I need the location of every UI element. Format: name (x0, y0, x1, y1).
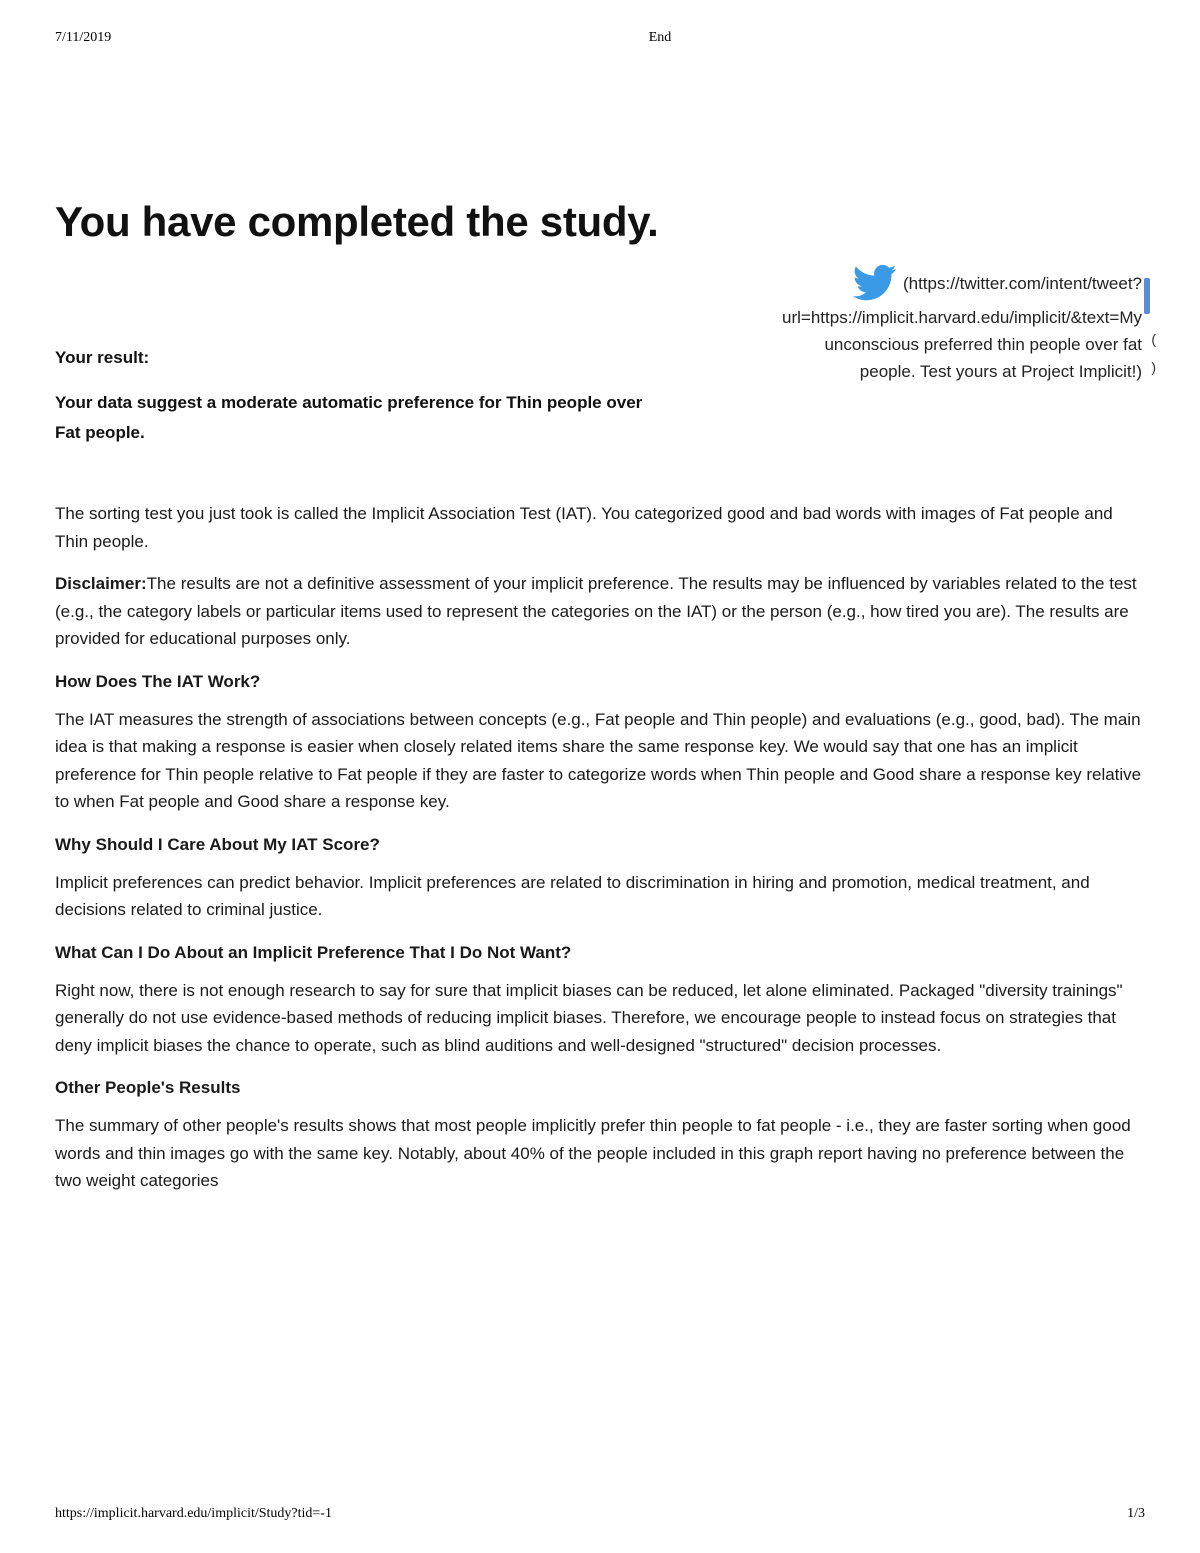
page-title: You have completed the study. (55, 198, 659, 245)
bracket-mark: ( (1151, 331, 1156, 347)
print-footer (0, 1506, 1200, 1526)
section-text-what-can-i-do: Right now, there is not enough research to say for sure that implicit biases can be reduced, let alone eliminated. Packaged "diversity trainings" generally do not use evidence-based methods of reducing implicit biases. Therefore, we encourage people to instead focus on strategies that deny implicit biases the chance to operate, such as blind auditions and well-designed "structured" decision processes. (55, 980, 1123, 1055)
section-text-other-results: The summary of other people's results shows that most people implicitly prefer thin people to fat people - i.e., they are faster sorting when good words and thin images go with the same key. Notably, about 40% of the people included in this graph report having no preference between the two weight categories (55, 1116, 1131, 1190)
print-page-title: End (648, 30, 672, 45)
section-heading-what-can-i-do: What Can I Do About an Implicit Preference That I Do Not Want? (55, 942, 572, 962)
bracket-mark: ) (1151, 359, 1156, 375)
print-page-number: 1/3 (1127, 1506, 1145, 1521)
section-heading-other-results: Other People's Results (55, 1078, 241, 1097)
share-url-line-3[interactable]: unconscious preferred thin people over fat (824, 335, 1142, 354)
explanation-body (55, 500, 1150, 1210)
disclaimer-label: Disclaimer: (55, 574, 147, 593)
section-text-how-iat-works: The IAT measures the strength of associations between concepts (e.g., Fat people and Thin people) and evaluations (e.g., good, bad). The main idea is that making a response is easier when closely related items share the same response key. We would say that one has an implicit preference for Thin people relative to Fat people if they are faster to categorize words when Thin people and Good share a response key relative to when Fat people and Good share a response key. (55, 709, 1142, 811)
result-text: Your data suggest a moderate automatic preference for Thin people over Fat people. (55, 393, 643, 442)
twitter-share-link[interactable] (672, 262, 1156, 385)
section-text-why-care: Implicit preferences can predict behavior. Implicit preferences are related to discrimination in hiring and promotion, medical treatment, and decisions related to criminal justice. (55, 872, 1090, 919)
print-header (0, 30, 1200, 50)
disclaimer-paragraph (55, 570, 1150, 653)
share-url-line-1[interactable]: (https://twitter.com/intent/tweet? (902, 273, 1142, 293)
result-label: Your result: (55, 348, 150, 367)
section-heading-how-iat-works: How Does The IAT Work? (55, 671, 261, 691)
share-url-line-4[interactable]: people. Test yours at Project Implicit!) (859, 362, 1142, 381)
print-url: https://implicit.harvard.edu/implicit/Study?tid=-1 (55, 1506, 332, 1521)
section-heading-why-care: Why Should I Care About My IAT Score? (55, 834, 380, 854)
share-url-line-2[interactable]: url=https://implicit.harvard.edu/implicit/&text=My (782, 308, 1142, 327)
disclaimer-text: The results are not a definitive assessment of your implicit preference. The results may be influenced by variables related to the test (e.g., the category labels or particular items used to represent the categories on the IAT) or the person (e.g., how tired you are). The results are provided for educational purposes only. (55, 574, 1137, 648)
print-date: 7/11/2019 (55, 30, 112, 45)
intro-paragraph: The sorting test you just took is called the Implicit Association Test (IAT). You categorized good and bad words with images of Fat people and Thin people. (55, 504, 1113, 551)
twitter-icon[interactable] (853, 264, 897, 302)
scroll-marker (1144, 278, 1150, 314)
